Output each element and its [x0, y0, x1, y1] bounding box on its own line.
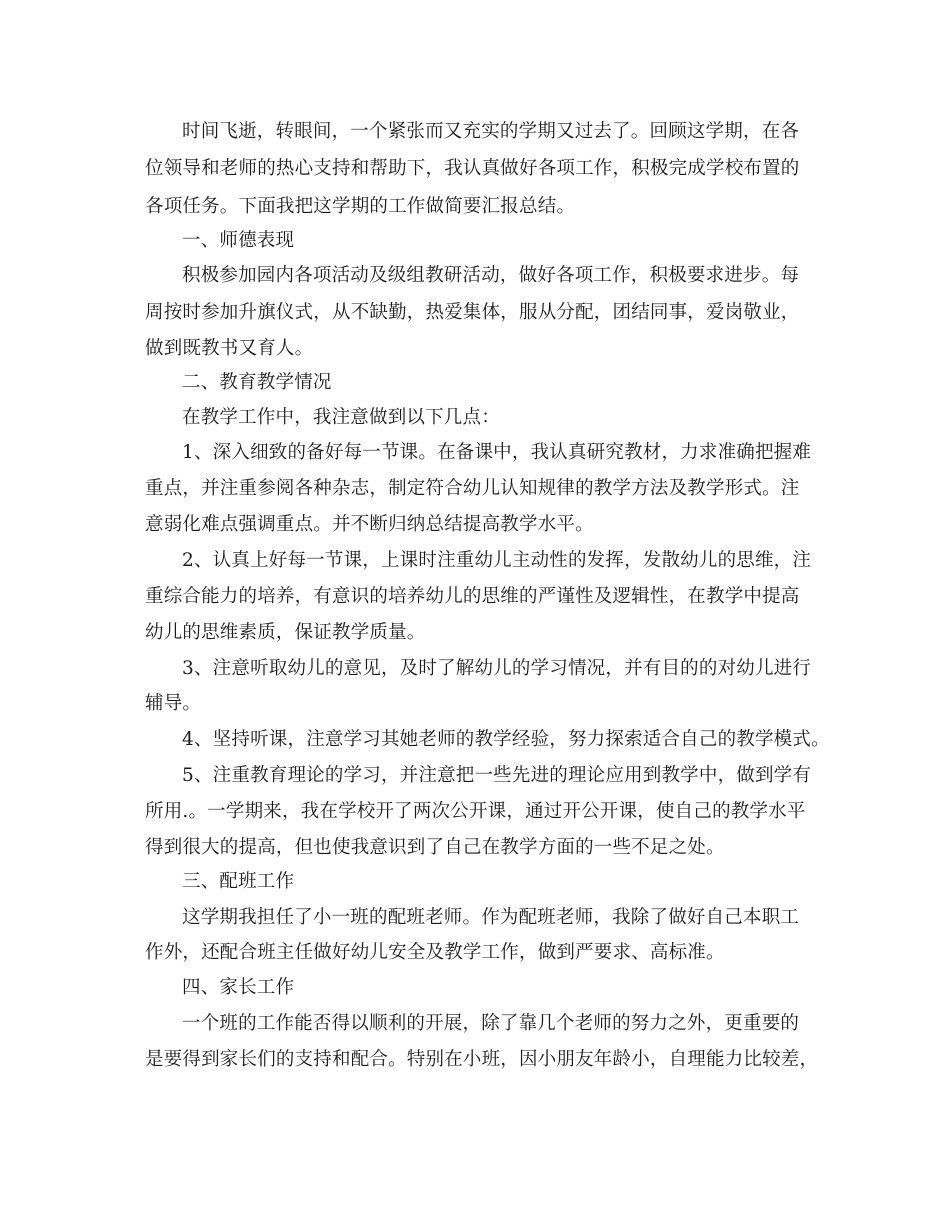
- paragraph-line: 周按时参加升旗仪式，从不缺勤，热爱集体，服从分配，团结同事，爱岗敬业，: [145, 302, 800, 323]
- paragraph-line: 时间飞逝，转眼间，一个紧张而又充实的学期又过去了。回顾这学期，在各: [182, 121, 800, 142]
- paragraph-line: 辅导。: [145, 693, 202, 714]
- paragraph-line: 4、坚持听课，注意学习其她老师的教学经验，努力探索适合自己的教学模式。: [182, 729, 830, 750]
- paragraph-line: 得到很大的提高，但也使我意识到了自己在教学方面的一些不足之处。: [145, 837, 725, 858]
- section-heading: 二、教育教学情况: [182, 372, 332, 393]
- paragraph-line: 积极参加园内各项活动及级组教研活动，做好各项工作，积极要求进步。每: [182, 265, 800, 286]
- paragraph-line: 各项任务。下面我把这学期的工作做简要汇报总结。: [145, 196, 576, 217]
- paragraph-line: 2、认真上好每一节课，上课时注重幼儿主动性的发挥，发散幼儿的思维，注: [182, 550, 812, 571]
- section-heading: 四、家长工作: [182, 977, 295, 998]
- paragraph-line: 一个班的工作能否得以顺利的开展，除了靠几个老师的努力之外，更重要的: [182, 1013, 800, 1034]
- paragraph-line: 这学期我担任了小一班的配班老师。作为配班老师，我除了做好自己本职工: [182, 907, 800, 928]
- paragraph-line: 作外，还配合班主任做好幼儿安全及教学工作，做到严要求、高标准。: [145, 942, 725, 963]
- paragraph-line: 3、注意听取幼儿的意见，及时了解幼儿的学习情况，并有目的的对幼儿进行: [182, 658, 812, 679]
- paragraph-line: 位领导和老师的热心支持和帮助下，我认真做好各项工作，积极完成学校布置的: [145, 158, 800, 179]
- paragraph-line: 幼儿的思维素质，保证教学质量。: [145, 622, 426, 643]
- paragraph-line: 重点，并注重参阅各种杂志，制定符合幼儿认知规律的教学方法及教学形式。注: [145, 478, 800, 499]
- section-heading: 一、师德表现: [182, 230, 295, 251]
- paragraph-line: 是要得到家长们的支持和配合。特别在小班，因小朋友年龄小，自理能力比较差，: [145, 1049, 819, 1070]
- paragraph-line: 所用.。一学期来，我在学校开了两次公开课，通过开公开课，使自己的教学水平: [145, 801, 806, 822]
- paragraph-line: 在教学工作中，我注意做到以下几点：: [182, 407, 500, 428]
- paragraph-line: 做到既教书又育人。: [145, 338, 314, 359]
- paragraph-line: 5、注重教育理论的学习，并注意把一些先进的理论应用到教学中，做到学有: [182, 765, 812, 786]
- paragraph-line: 意弱化难点强调重点。并不断归纳总结提高教学水平。: [145, 514, 594, 535]
- paragraph-line: 1、深入细致的备好每一节课。在备课中，我认真研究教材，力求准确把握难: [182, 442, 812, 463]
- section-heading: 三、配班工作: [182, 871, 295, 892]
- paragraph-line: 重综合能力的培养，有意识的培养幼儿的思维的严谨性及逻辑性，在教学中提高: [145, 586, 800, 607]
